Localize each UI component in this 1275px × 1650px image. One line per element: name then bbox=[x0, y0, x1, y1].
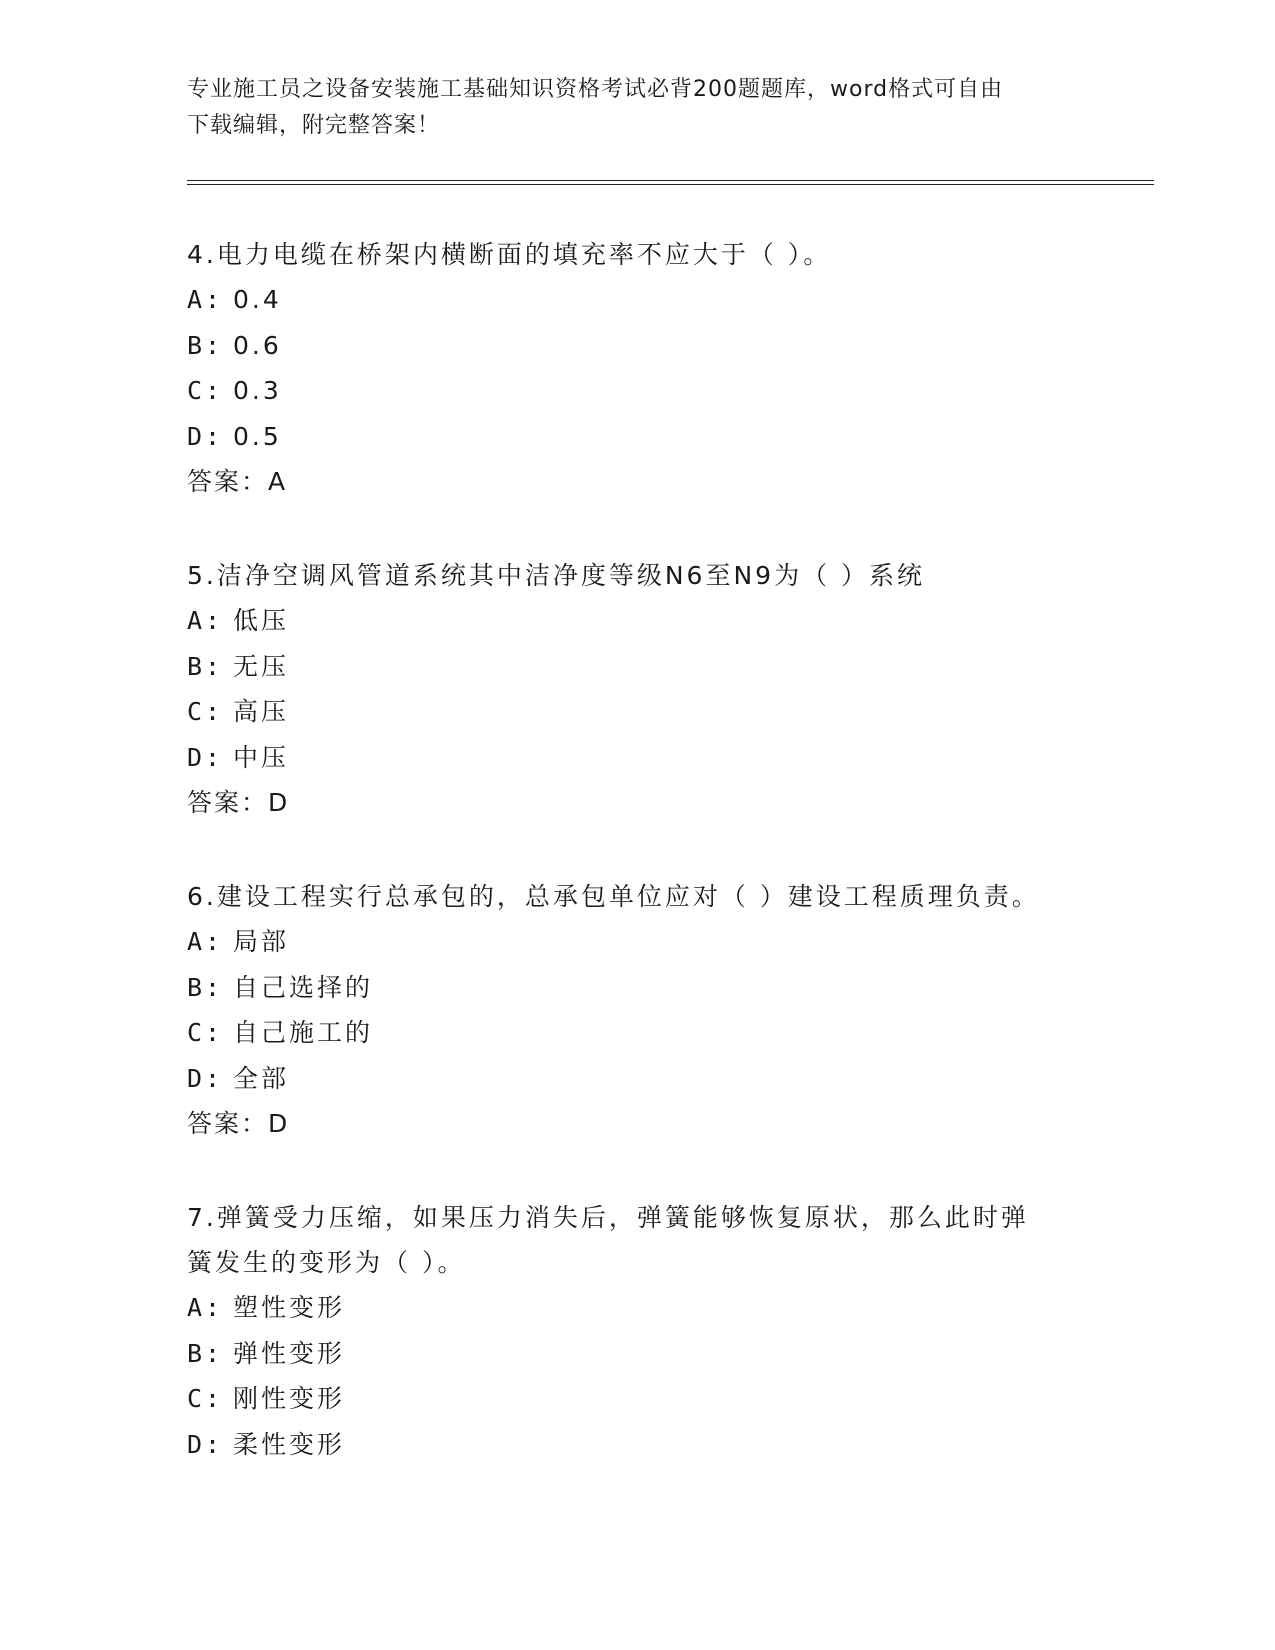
option-d bbox=[187, 1422, 1087, 1468]
option-text: 局部 bbox=[233, 927, 290, 956]
option-letter: B: bbox=[187, 330, 224, 360]
header-line-1: 专业施工员之设备安装施工基础知识资格考试必背200题题库，word格式可自由 bbox=[187, 77, 1004, 102]
header-divider-bottom bbox=[187, 184, 1154, 185]
option-a bbox=[187, 1285, 1087, 1331]
option-a bbox=[187, 919, 1087, 965]
option-letter: C: bbox=[187, 1018, 224, 1047]
option-d bbox=[187, 1056, 1087, 1102]
question-stem-line-2: 簧发生的变形为（ ）。 bbox=[187, 1248, 466, 1277]
answer-line: 答案：A bbox=[187, 467, 288, 496]
option-text: 柔性变形 bbox=[233, 1429, 346, 1459]
option-letter: C: bbox=[187, 1384, 224, 1413]
question-stem-line-1: 7.弹簧受力压缩，如果压力消失后，弹簧能够恢复原状，那么此时弹 bbox=[187, 1203, 1029, 1232]
document-header bbox=[187, 72, 1087, 144]
question-7 bbox=[187, 1195, 1087, 1467]
option-c bbox=[187, 1010, 1087, 1056]
option-text: 刚性变形 bbox=[233, 1384, 346, 1413]
option-b bbox=[187, 1331, 1087, 1377]
option-c bbox=[187, 689, 1087, 735]
option-letter: B: bbox=[187, 651, 224, 681]
question-4 bbox=[187, 232, 1087, 504]
header-divider-top bbox=[187, 180, 1154, 181]
option-letter: D: bbox=[187, 742, 224, 772]
question-6 bbox=[187, 874, 1087, 1146]
answer-line: 答案：D bbox=[187, 1109, 290, 1138]
question-5 bbox=[187, 553, 1087, 825]
option-letter: C: bbox=[187, 376, 224, 405]
option-b bbox=[187, 323, 1087, 369]
option-text: 弹性变形 bbox=[233, 1338, 346, 1368]
option-text: 0.5 bbox=[233, 421, 282, 451]
option-letter: D: bbox=[187, 421, 224, 451]
option-text: 0.6 bbox=[233, 330, 282, 360]
option-letter: A: bbox=[187, 1293, 224, 1322]
option-a bbox=[187, 598, 1087, 644]
question-stem: 5.洁净空调风管道系统其中洁净度等级N6至N9为（ ）系统 bbox=[187, 561, 926, 590]
option-b bbox=[187, 965, 1087, 1011]
option-text: 0.3 bbox=[233, 376, 282, 405]
option-text: 中压 bbox=[233, 742, 290, 772]
answer-line: 答案：D bbox=[187, 788, 290, 817]
question-stem: 4.电力电缆在桥架内横断面的填充率不应大于（ ）。 bbox=[187, 240, 832, 269]
option-text: 0.4 bbox=[233, 285, 282, 314]
option-d bbox=[187, 735, 1087, 781]
option-text: 全部 bbox=[233, 1063, 290, 1093]
option-d bbox=[187, 414, 1087, 460]
option-a bbox=[187, 277, 1087, 323]
option-letter: B: bbox=[187, 972, 224, 1002]
question-stem: 6.建设工程实行总承包的，总承包单位应对（ ）建设工程质理负责。 bbox=[187, 882, 1040, 911]
option-letter: A: bbox=[187, 285, 224, 314]
option-text: 低压 bbox=[233, 606, 290, 635]
option-text: 自己施工的 bbox=[233, 1018, 374, 1047]
option-text: 无压 bbox=[233, 651, 290, 681]
option-text: 高压 bbox=[233, 697, 290, 726]
header-line-2: 下载编辑，附完整答案！ bbox=[187, 113, 441, 138]
option-text: 自己选择的 bbox=[233, 972, 374, 1002]
option-text: 塑性变形 bbox=[233, 1293, 346, 1322]
option-letter: A: bbox=[187, 927, 224, 956]
option-letter: A: bbox=[187, 606, 224, 635]
option-b bbox=[187, 644, 1087, 690]
option-letter: D: bbox=[187, 1063, 224, 1093]
option-c bbox=[187, 368, 1087, 414]
option-c bbox=[187, 1376, 1087, 1422]
option-letter: B: bbox=[187, 1338, 224, 1368]
option-letter: C: bbox=[187, 697, 224, 726]
option-letter: D: bbox=[187, 1429, 224, 1459]
